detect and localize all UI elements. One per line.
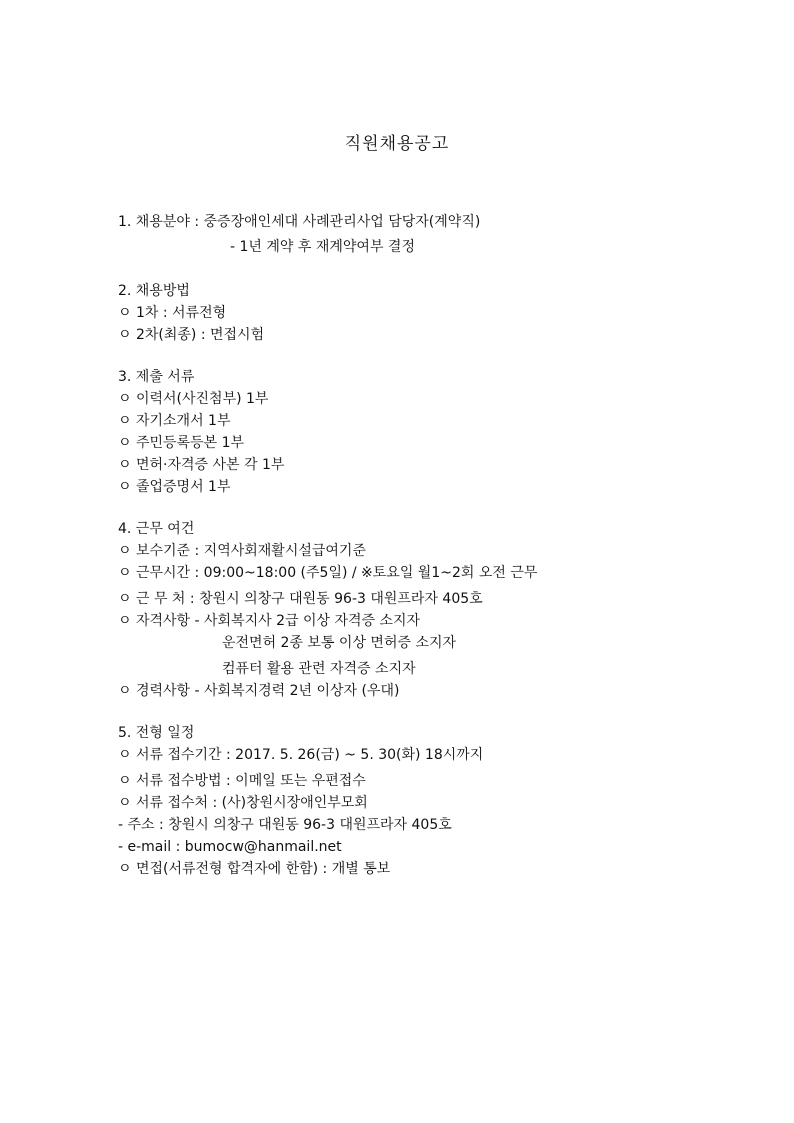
list-item: ㅇ 면접(서류전형 합격자에 한함) : 개별 통보 bbox=[118, 861, 391, 877]
list-item-continuation: 컴퓨터 활용 관련 자격증 소지자 bbox=[222, 661, 416, 677]
list-item: ㅇ 서류 접수기간 : 2017. 5. 26(금) ~ 5. 30(화) 18시까지 bbox=[118, 747, 484, 763]
list-item-continuation: 운전면허 2종 보통 이상 면허증 소지자 bbox=[222, 635, 457, 651]
section2-heading: 2. 채용방법 bbox=[118, 283, 190, 299]
list-item: - e-mail : bumocw@hanmail.net bbox=[118, 839, 342, 855]
section1-sub: - 1년 계약 후 재계약여부 결정 bbox=[230, 239, 415, 255]
list-item: ㅇ 자격사항 - 사회복지사 2급 이상 자격증 소지자 bbox=[118, 613, 421, 629]
list-item: ㅇ 면허·자격증 사본 각 1부 bbox=[118, 457, 285, 473]
list-item: ㅇ 이력서(사진첨부) 1부 bbox=[118, 391, 269, 407]
list-item: ㅇ 주민등록등본 1부 bbox=[118, 435, 244, 451]
list-item: - 주소 : 창원시 의창구 대원동 96-3 대원프라자 405호 bbox=[118, 817, 452, 833]
list-item: ㅇ 근무시간 : 09:00~18:00 (주5일) / ※토요일 월1~2회 오전 근무 bbox=[118, 565, 538, 581]
list-item: ㅇ 1차 : 서류전형 bbox=[118, 305, 227, 321]
list-item: ㅇ 서류 접수처 : (사)창원시장애인부모회 bbox=[118, 795, 368, 811]
list-item: ㅇ 자기소개서 1부 bbox=[118, 413, 231, 429]
list-item: ㅇ 서류 접수방법 : 이메일 또는 우편접수 bbox=[118, 773, 366, 789]
list-item: ㅇ 경력사항 - 사회복지경력 2년 이상자 (우대) bbox=[118, 683, 400, 699]
section1-heading: 1. 채용분야 : 중증장애인세대 사례관리사업 담당자(계약직) bbox=[118, 214, 481, 230]
list-item: ㅇ 근 무 처 : 창원시 의창구 대원동 96-3 대원프라자 405호 bbox=[118, 591, 483, 607]
page-title: 직원채용공고 bbox=[344, 134, 450, 154]
section5-heading: 5. 전형 일정 bbox=[118, 725, 195, 741]
list-item: ㅇ 보수기준 : 지역사회재활시설급여기준 bbox=[118, 543, 366, 559]
section3-heading: 3. 제출 서류 bbox=[118, 369, 195, 385]
list-item: ㅇ 2차(최종) : 면접시험 bbox=[118, 327, 265, 343]
list-item: ㅇ 졸업증명서 1부 bbox=[118, 479, 231, 495]
section4-heading: 4. 근무 여건 bbox=[118, 521, 195, 537]
